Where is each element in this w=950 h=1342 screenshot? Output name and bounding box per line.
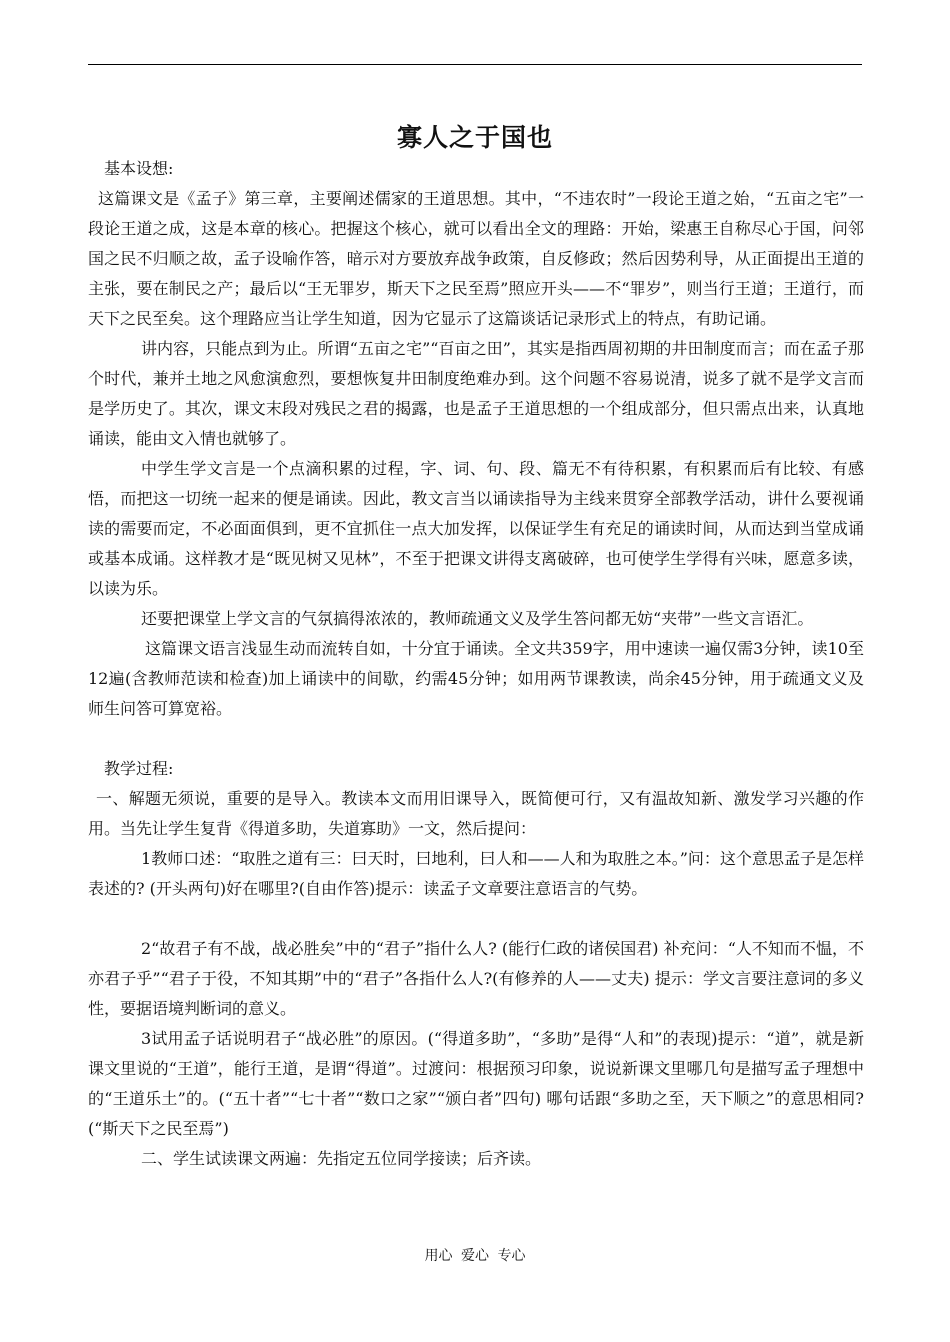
spacer xyxy=(88,724,864,754)
header-rule xyxy=(88,64,862,65)
basic-idea-paragraph-1: 这篇课文是《孟子》第三章，主要阐述儒家的王道思想。其中，“不违农时”一段论王道之始，“五亩之宅”一段论王道之成，这是本章的核心。把握这个核心，就可以看出全文的理路：开始，梁惠王自称尽心于国，问邻国之民不归顺之故，孟子设喻作答，暗示对方要放弃战争政策，自反修政；然后因势利导，从正面提出王道的主张，要在制民之产；最后以“王无罪岁，斯天下之民至焉”照应开头——不“罪岁”，则当行王道；王道行，而天下之民至矣。这个理路应当让学生知道，因为它显示了这篇谈话记录形式上的特点，有助记诵。 xyxy=(88,189,864,328)
teaching-step-1: 一、解题无须说，重要的是导入。教读本文而用旧课导入，既简便可行，又有温故知新、激发学习兴趣的作用。当先让学生复背《得道多助，失道寡助》一文，然后提问： xyxy=(88,789,864,838)
basic-idea-paragraph-3: 中学生学文言是一个点滴积累的过程，字、词、句、段、篇无不有待积累，有积累而后有比较、有感悟，而把这一切统一起来的便是诵读。因此，教文言当以诵读指导为主线来贯穿全部教学活动，讲什么要视诵读的需要而定，不必面面俱到，更不宜抓住一点大加发挥，以保证学生有充足的诵读时间，从而达到当堂成诵或基本成诵。这样教才是“既见树又见林”，不至于把课文讲得支离破碎，也可使学生学得有兴味，愿意多读，以读为乐。 xyxy=(88,459,864,598)
teaching-process-heading: 教学过程: xyxy=(104,759,174,778)
teaching-question-1: 1教师口述：“取胜之道有三：曰天时，曰地利，曰人和——人和为取胜之本。”问：这个意思孟子是怎样表述的? (开头两句)好在哪里?(自由作答)提示：读孟子文章要注意语言的气势。 xyxy=(88,849,864,898)
document-body xyxy=(88,154,864,1174)
page-title: 寡人之于国也 xyxy=(396,123,553,152)
page-footer: 用心 爱心 专心 xyxy=(424,1248,526,1264)
basic-idea-paragraph-4: 还要把课堂上学文言的气氛搞得浓浓的，教师疏通文义及学生答问都无妨“夹带”一些文言语汇。 xyxy=(141,609,814,628)
spacer xyxy=(88,904,864,934)
basic-idea-paragraph-2: 讲内容，只能点到为止。所谓“五亩之宅”“百亩之田”，其实是指西周初期的井田制度而言；而在孟子那个时代，兼并土地之风愈演愈烈，要想恢复井田制度绝难办到。这个问题不容易说清，说多了就不是学文言而是学历史了。其次，课文末段对残民之君的揭露，也是孟子王道思想的一个组成部分，但只需点出来，认真地诵读，能由文入情也就够了。 xyxy=(88,339,864,448)
basic-idea-paragraph-5: 这篇课文语言浅显生动而流转自如，十分宜于诵读。全文共359字，用中速读一遍仅需3分钟，读10至12遍(含教师范读和检查)加上诵读中的间歇，约需45分钟；如用两节课教读，尚余45分钟，用于疏通文义及师生问答可算宽裕。 xyxy=(88,639,864,718)
teaching-question-2: 2“故君子有不战，战必胜矣”中的“君子”指什么人? (能行仁政的诸侯国君) 补充问：“人不知而不愠，不亦君子乎”“君子于役，不知其期”中的“君子”各指什么人?(有修养的人——丈夫) 提示：学文言要注意词的多义性，要据语境判断词的意义。 xyxy=(88,939,864,1018)
teaching-step-2: 二、学生试读课文两遍：先指定五位同学接读；后齐读。 xyxy=(141,1149,542,1168)
basic-idea-heading: 基本设想: xyxy=(104,159,174,178)
teaching-question-3: 3试用孟子话说明君子“战必胜”的原因。(“得道多助”，“多助”是得“人和”的表现)提示：“道”，就是新课文里说的“王道”，能行王道，是谓“得道”。过渡问：根据预习印象，说说新课文里哪几句是描写孟子理想中的“王道乐土”的。(“五十者”“七十者”“数口之家”“颁白者”四句) 哪句话跟“多助之至，天下顺之”的意思相同? (“斯天下之民至焉”) xyxy=(88,1029,864,1138)
